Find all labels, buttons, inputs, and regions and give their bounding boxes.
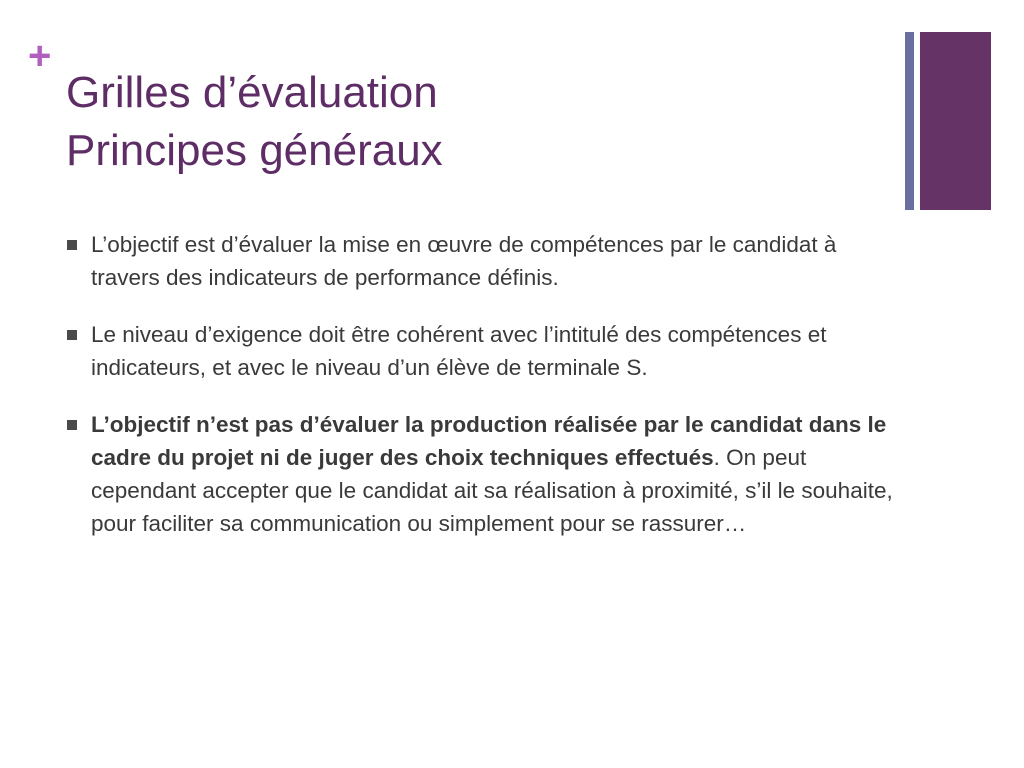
square-bullet-icon (67, 420, 77, 430)
bullet-item-2 (66, 318, 896, 384)
bullet-list (66, 228, 896, 564)
bullet-item-3 (66, 408, 896, 540)
bullet-bold-text: L’objectif n’est pas d’évaluer la production réalisée par le candidat dans le cadre du projet ni de juger des choix techniques effectués (91, 412, 887, 470)
title-line-2: Principes généraux (66, 126, 443, 175)
square-bullet-icon (67, 240, 77, 250)
bullet-text: L’objectif est d’évaluer la mise en œuvre de compétences par le candidat à travers des indicateurs de performance définis. (91, 232, 837, 290)
plus-icon: + (28, 34, 52, 78)
decorative-thin-bar (905, 32, 914, 210)
square-bullet-icon (67, 330, 77, 340)
bullet-text: Le niveau d’exigence doit être cohérent avec l’intitulé des compétences et indicateurs, et avec le niveau d’un élève de terminale S. (91, 322, 827, 380)
slide-title (66, 64, 866, 180)
bullet-item-1 (66, 228, 896, 294)
bullet-text: . On peut cependant accepter que le candidat ait sa réalisation à proximité, s’il le souhaite, pour faciliter sa communication ou simplement pour se rassurer… (91, 445, 893, 536)
decorative-thick-bar (920, 32, 991, 210)
title-line-1: Grilles d’évaluation (66, 68, 438, 117)
